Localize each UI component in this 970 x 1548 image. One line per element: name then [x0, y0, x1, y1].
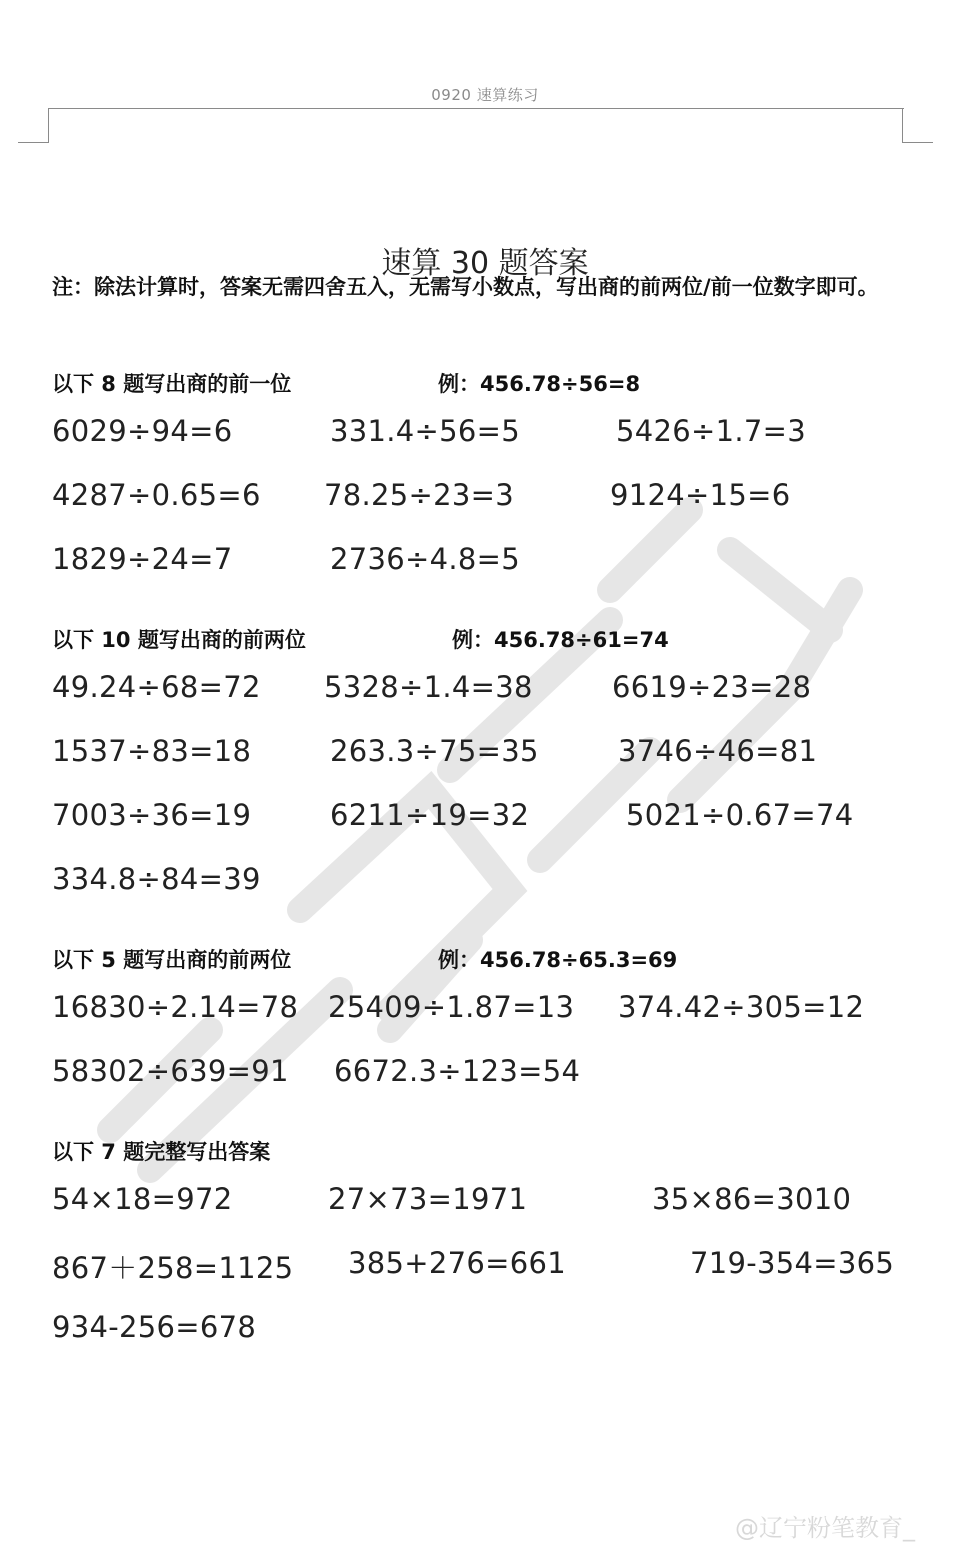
- page-title: 速算 30 题答案: [381, 246, 589, 282]
- equation: 867＋258=1125: [52, 1251, 294, 1285]
- crop-mark-right: [902, 108, 933, 143]
- equation: 5021÷0.67=74: [626, 798, 854, 832]
- equation: 6029÷94=6: [52, 414, 233, 448]
- section-3-heading: 以下 5 题写出商的前两位: [52, 948, 292, 972]
- equation: 54×18=972: [52, 1182, 233, 1216]
- equation: 331.4÷56=5: [330, 414, 520, 448]
- equation: 49.24÷68=72: [52, 670, 261, 704]
- equation: 3746÷46=81: [618, 734, 818, 768]
- instruction-note: 注：除法计算时，答案无需四舍五入，无需写小数点，写出商的前两位/前一位数字即可。: [52, 275, 879, 299]
- section-1-heading: 以下 8 题写出商的前一位: [52, 372, 292, 396]
- section-4-heading: 以下 7 题完整写出答案: [52, 1140, 271, 1164]
- crop-mark-left: [18, 108, 49, 143]
- equation: 78.25÷23=3: [324, 478, 514, 512]
- equation: 9124÷15=6: [610, 478, 791, 512]
- equation: 5328÷1.4=38: [324, 670, 533, 704]
- equation: 25409÷1.87=13: [328, 990, 575, 1024]
- equation: 385+276=661: [348, 1246, 566, 1280]
- equation: 6619÷23=28: [612, 670, 812, 704]
- equation: 263.3÷75=35: [330, 734, 539, 768]
- running-header: 0920 速算练习: [431, 86, 539, 104]
- equation: 334.8÷84=39: [52, 862, 261, 896]
- section-2-example: 例：456.78÷61=74: [452, 628, 669, 652]
- equation: 6211÷19=32: [330, 798, 530, 832]
- header-rule: [48, 108, 904, 109]
- equation: 6672.3÷123=54: [334, 1054, 581, 1088]
- equation: 4287÷0.65=6: [52, 478, 261, 512]
- section-3-example: 例：456.78÷65.3=69: [438, 948, 678, 972]
- equation: 7003÷36=19: [52, 798, 252, 832]
- equation: 16830÷2.14=78: [52, 990, 299, 1024]
- equation: 58302÷639=91: [52, 1054, 289, 1088]
- equation: 35×86=3010: [652, 1182, 852, 1216]
- footer-watermark-credit: @辽宁粉笔教育_: [735, 1514, 915, 1542]
- equation: 5426÷1.7=3: [616, 414, 806, 448]
- section-2-heading: 以下 10 题写出商的前两位: [52, 628, 306, 652]
- equation: 1537÷83=18: [52, 734, 252, 768]
- equation: 934-256=678: [52, 1310, 257, 1344]
- equation: 719-354=365: [690, 1246, 895, 1280]
- equation: 2736÷4.8=5: [330, 542, 520, 576]
- equation: 1829÷24=7: [52, 542, 233, 576]
- equation: 374.42÷305=12: [618, 990, 865, 1024]
- section-1-example: 例：456.78÷56=8: [438, 372, 641, 396]
- equation: 27×73=1971: [328, 1182, 528, 1216]
